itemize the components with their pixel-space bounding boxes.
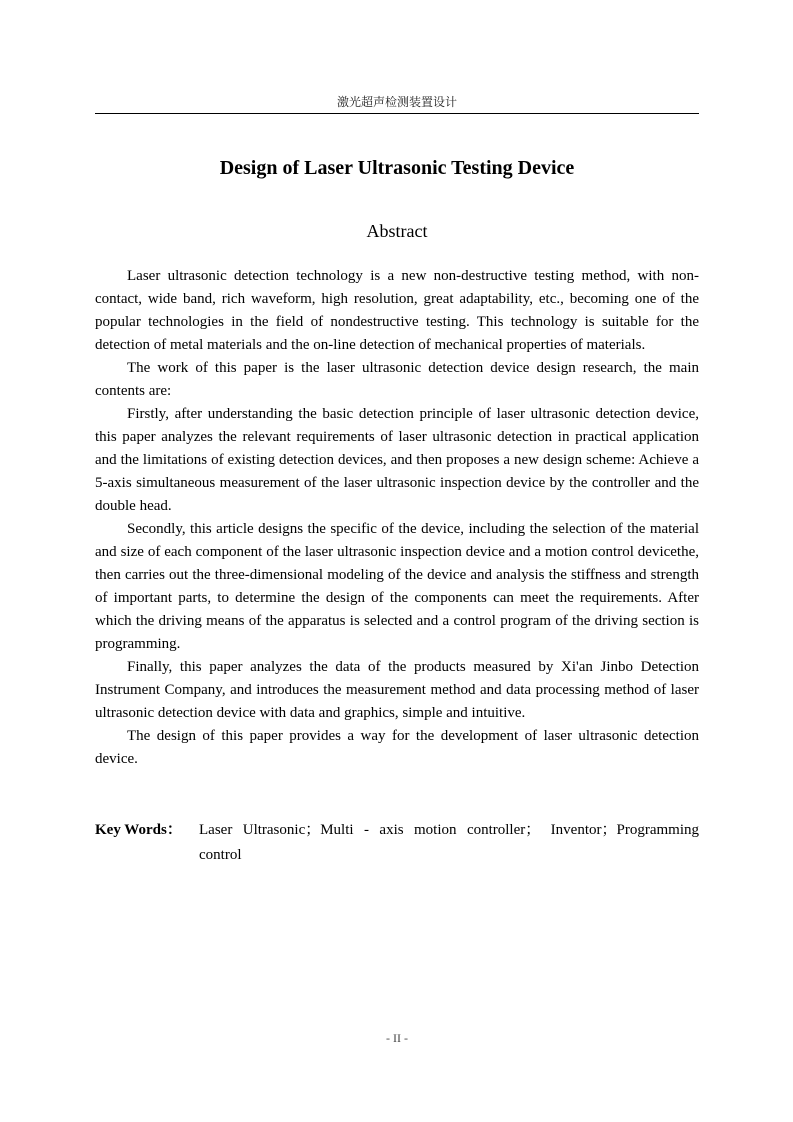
keywords [95,818,699,868]
document-title: Design of Laser Ultrasonic Testing Device [219,157,575,179]
running-header: 激光超声检测装置设计 [336,95,457,109]
keywords-text: Laser Ultrasonic；Multi - axis motion controller； Inventor；Programming control [199,822,699,863]
abstract-paragraph-3: Firstly, after understanding the basic detection principle of laser ultrasonic detection device, this paper analyzes the relevant requirements of laser ultrasonic detection in practical application and the limitations of existing detection devices, and then proposes a new design scheme: Achieve a 5-axis simultaneous measurement of the laser ultrasonic inspection device by the controller and the double head. [95,406,699,514]
abstract-paragraph-4: Secondly, this article designs the specific of the device, including the selection of the material and size of each component of the laser ultrasonic inspection device and a motion control devicethe, then carries out the three-dimensional modeling of the device and analysis the stiffness and strength of important parts, to determine the design of the components can meet the requirements. After which the driving means of the apparatus is selected and a control program of the driving section is programming. [95,521,699,652]
keywords-label: Key Words： [95,822,182,838]
abstract-paragraph-6: The design of this paper provides a way for the development of laser ultrasonic detection device. [95,728,699,767]
abstract-heading: Abstract [366,221,428,241]
abstract-paragraph-2: The work of this paper is the laser ultrasonic detection device design research, the main contents are: [95,360,699,399]
header-rule [95,113,699,114]
page-number: - II - [386,1031,408,1045]
abstract-body [95,265,699,771]
abstract-paragraph-1: Laser ultrasonic detection technology is a new non-destructive testing method, with non-contact, wide band, rich waveform, high resolution, great adaptability, etc., becoming one of the popular technologies in the field of nondestructive testing. This technology is suitable for the detection of metal materials and the on-line detection of mechanical properties of materials. [95,268,699,353]
abstract-paragraph-5: Finally, this paper analyzes the data of the products measured by Xi'an Jinbo Detection Instrument Company, and introduces the measurement method and data processing method of laser ultrasonic detection device with data and graphics, simple and intuitive. [95,659,699,721]
